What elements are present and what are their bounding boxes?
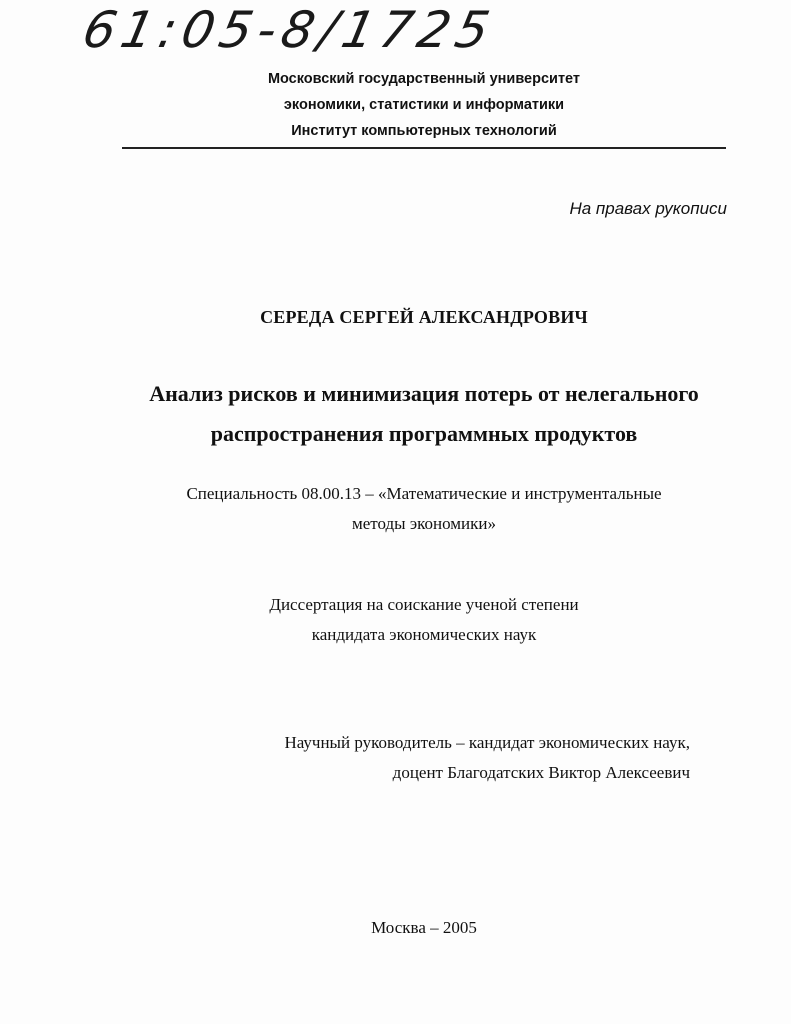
title-line-2: распространения программных продуктов (210, 421, 638, 446)
title-line-1: Анализ рисков и минимизация потерь от нелегального (149, 381, 699, 406)
institute-name: Институт компьютерных технологий (291, 123, 557, 139)
supervisor-block (284, 728, 690, 788)
university-name-line-2: экономики, статистики и информатики (283, 97, 565, 113)
specialty (100, 479, 748, 539)
dissertation-title (100, 374, 748, 454)
header-divider (122, 147, 726, 149)
degree-line-2: кандидата экономических наук (311, 625, 537, 644)
specialty-line-2: методы экономики» (351, 514, 497, 533)
supervisor-line-2: доцент Благодатских Виктор Алексеевич (392, 763, 690, 782)
manuscript-note: На правах рукописи (569, 199, 727, 218)
author-name: СЕРЕДА СЕРГЕЙ АЛЕКСАНДРОВИЧ (260, 307, 588, 327)
degree-line-1: Диссертация на соискание ученой степени (269, 595, 579, 614)
specialty-line-1: Специальность 08.00.13 – «Математические и инструментальные (186, 484, 662, 503)
degree-statement (100, 590, 748, 650)
handwritten-archive-code: 61:05-8/1725 (77, 1, 501, 59)
university-name-line-1: Московский государственный университет (267, 71, 581, 87)
city-year: Москва – 2005 (371, 918, 477, 937)
institution-header (122, 66, 726, 144)
supervisor-line-1: Научный руководитель – кандидат экономических наук, (284, 733, 690, 752)
